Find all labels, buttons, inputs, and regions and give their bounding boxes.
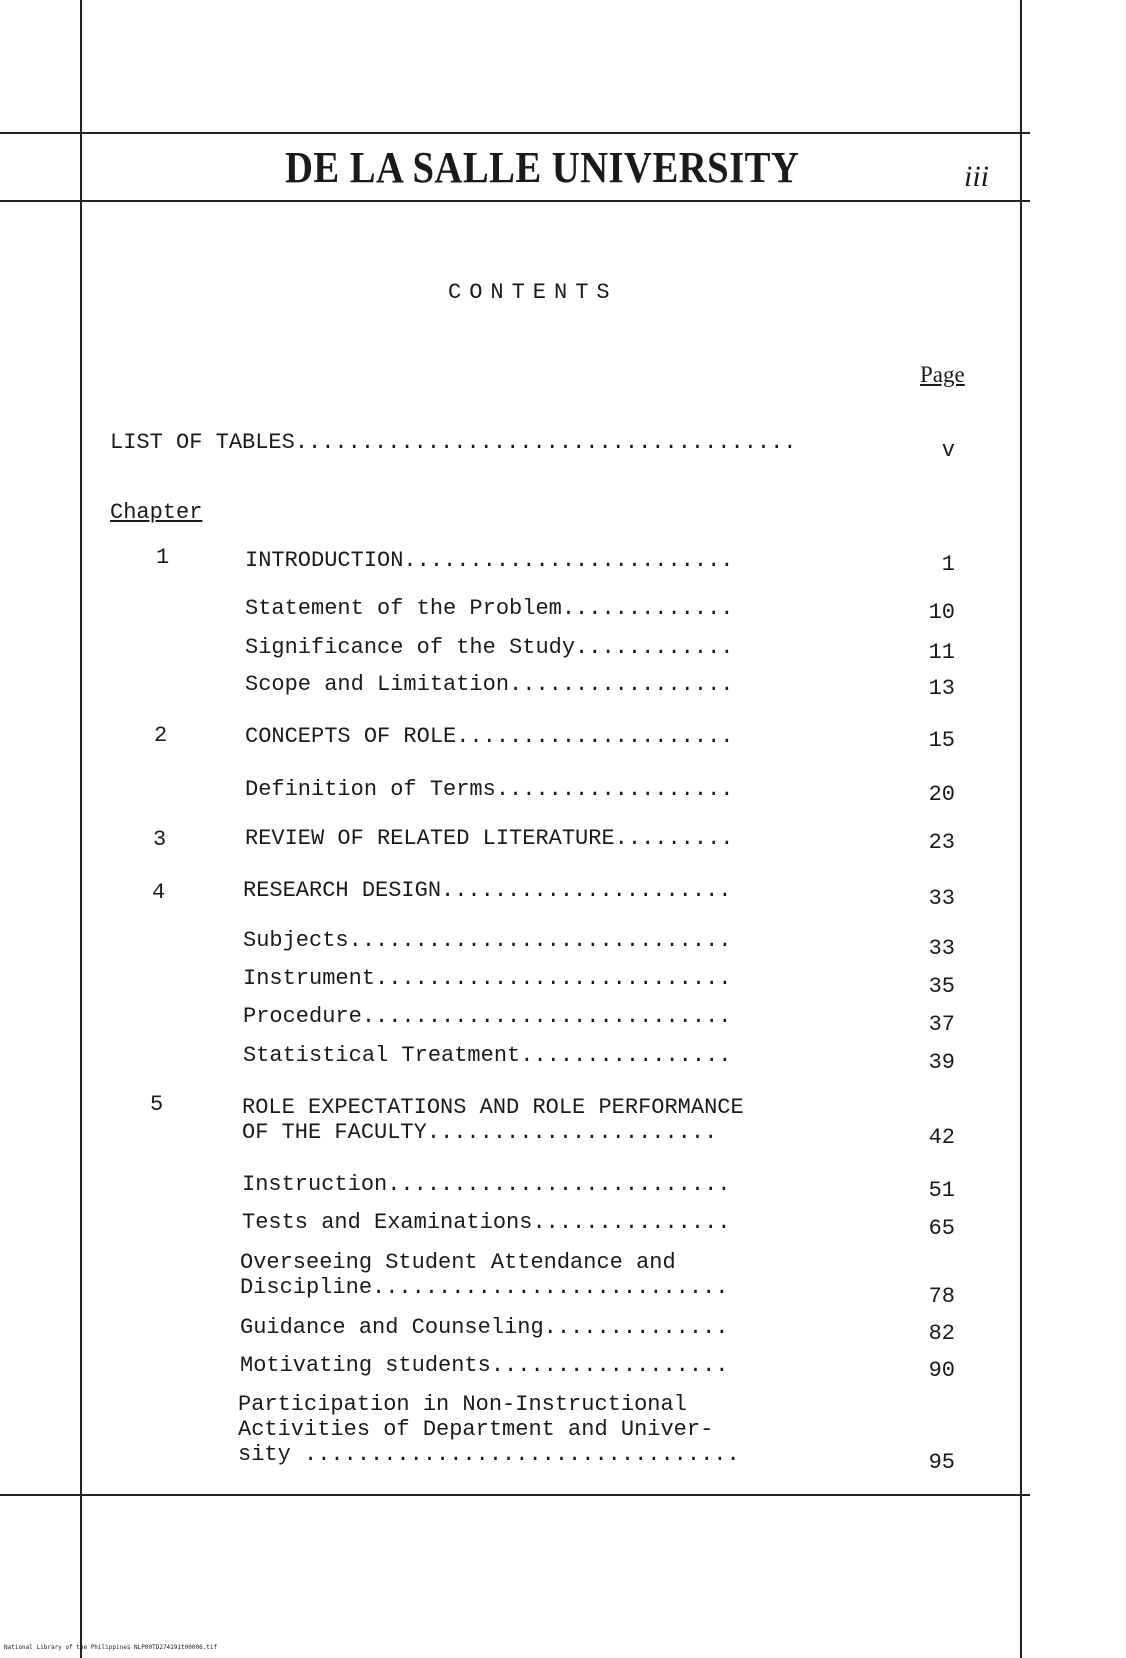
toc-entry-page: 33 — [928, 936, 955, 961]
toc-entry-text: CONCEPTS OF ROLE..................... — [245, 724, 734, 749]
toc-entry-text: Definition of Terms.................. — [245, 777, 734, 802]
toc-entry-page: 20 — [928, 782, 955, 807]
toc-entry-text: Guidance and Counseling.............. — [240, 1315, 729, 1340]
toc-entry-text: Statistical Treatment................ — [243, 1043, 732, 1068]
toc-chapter-number: 3 — [153, 827, 167, 852]
toc-entry-text: Overseeing Student Attendance and Discipline........................... — [240, 1250, 729, 1300]
toc-chapter-number: 1 — [156, 545, 170, 570]
toc-entry-text: Statement of the Problem............. — [245, 596, 734, 621]
header-bottom-line — [0, 200, 1030, 202]
toc-entry-text: Instrument........................... — [243, 966, 732, 991]
toc-entry-page: 39 — [928, 1050, 955, 1075]
toc-chapter-number: 2 — [154, 723, 168, 748]
toc-entry-page: 15 — [928, 728, 955, 753]
toc-entry-page: 65 — [928, 1216, 955, 1241]
toc-entry-text: LIST OF TABLES...................................... — [110, 430, 797, 455]
page-column-label: Page — [920, 362, 965, 387]
toc-entry-text: REVIEW OF RELATED LITERATURE......... — [245, 826, 734, 851]
toc-chapter-number: 5 — [150, 1092, 164, 1117]
left-margin-line — [80, 0, 82, 1658]
toc-entry-text: Scope and Limitation................. — [245, 672, 734, 697]
toc-entry-page: 95 — [928, 1450, 955, 1475]
toc-chapter-number: 4 — [152, 880, 166, 905]
toc-entry-text: Subjects............................. — [243, 928, 732, 953]
header-top-line — [0, 132, 1030, 134]
toc-entry-page: 11 — [928, 640, 955, 665]
university-title: DE LA SALLE UNIVERSITY — [285, 143, 800, 192]
toc-entry-page: 10 — [928, 600, 955, 625]
scan-footer-text: National Library of the Philippines NLP00TD274191t00006.tif — [4, 1644, 218, 1651]
toc-entry-page: 33 — [928, 886, 955, 911]
toc-entry-page: v — [941, 438, 955, 463]
toc-entry-text: Motivating students.................. — [240, 1353, 729, 1378]
page-number: iii — [964, 160, 990, 193]
right-margin-line — [1020, 0, 1022, 1658]
toc-entry-page: 1 — [941, 552, 955, 577]
toc-entry-text: Instruction.......................... — [242, 1172, 731, 1197]
toc-entry-text: Procedure............................ — [243, 1004, 732, 1029]
toc-entry-text: Participation in Non-Instructional Activities of Department and Univer- sity ................................. — [238, 1392, 740, 1467]
toc-entry-page: 78 — [928, 1284, 955, 1309]
footer-line — [0, 1494, 1030, 1496]
chapter-column-label: Chapter — [110, 500, 203, 525]
toc-entry-text: INTRODUCTION......................... — [245, 548, 734, 573]
toc-entry-page: 51 — [928, 1178, 955, 1203]
toc-entry-page: 23 — [928, 830, 955, 855]
contents-heading: CONTENTS — [448, 280, 618, 305]
toc-entry-text: RESEARCH DESIGN...................... — [243, 878, 732, 903]
toc-entry-page: 37 — [928, 1012, 955, 1037]
toc-entry-page: 82 — [928, 1321, 955, 1346]
toc-entry-text: ROLE EXPECTATIONS AND ROLE PERFORMANCE OF THE FACULTY...................... — [242, 1095, 744, 1145]
toc-entry-text: Significance of the Study............ — [245, 635, 734, 660]
toc-entry-page: 42 — [928, 1125, 955, 1150]
toc-entry-page: 35 — [928, 974, 955, 999]
toc-entry-page: 13 — [928, 676, 955, 701]
toc-entry-text: Tests and Examinations............... — [242, 1210, 731, 1235]
toc-entry-page: 90 — [928, 1358, 955, 1383]
